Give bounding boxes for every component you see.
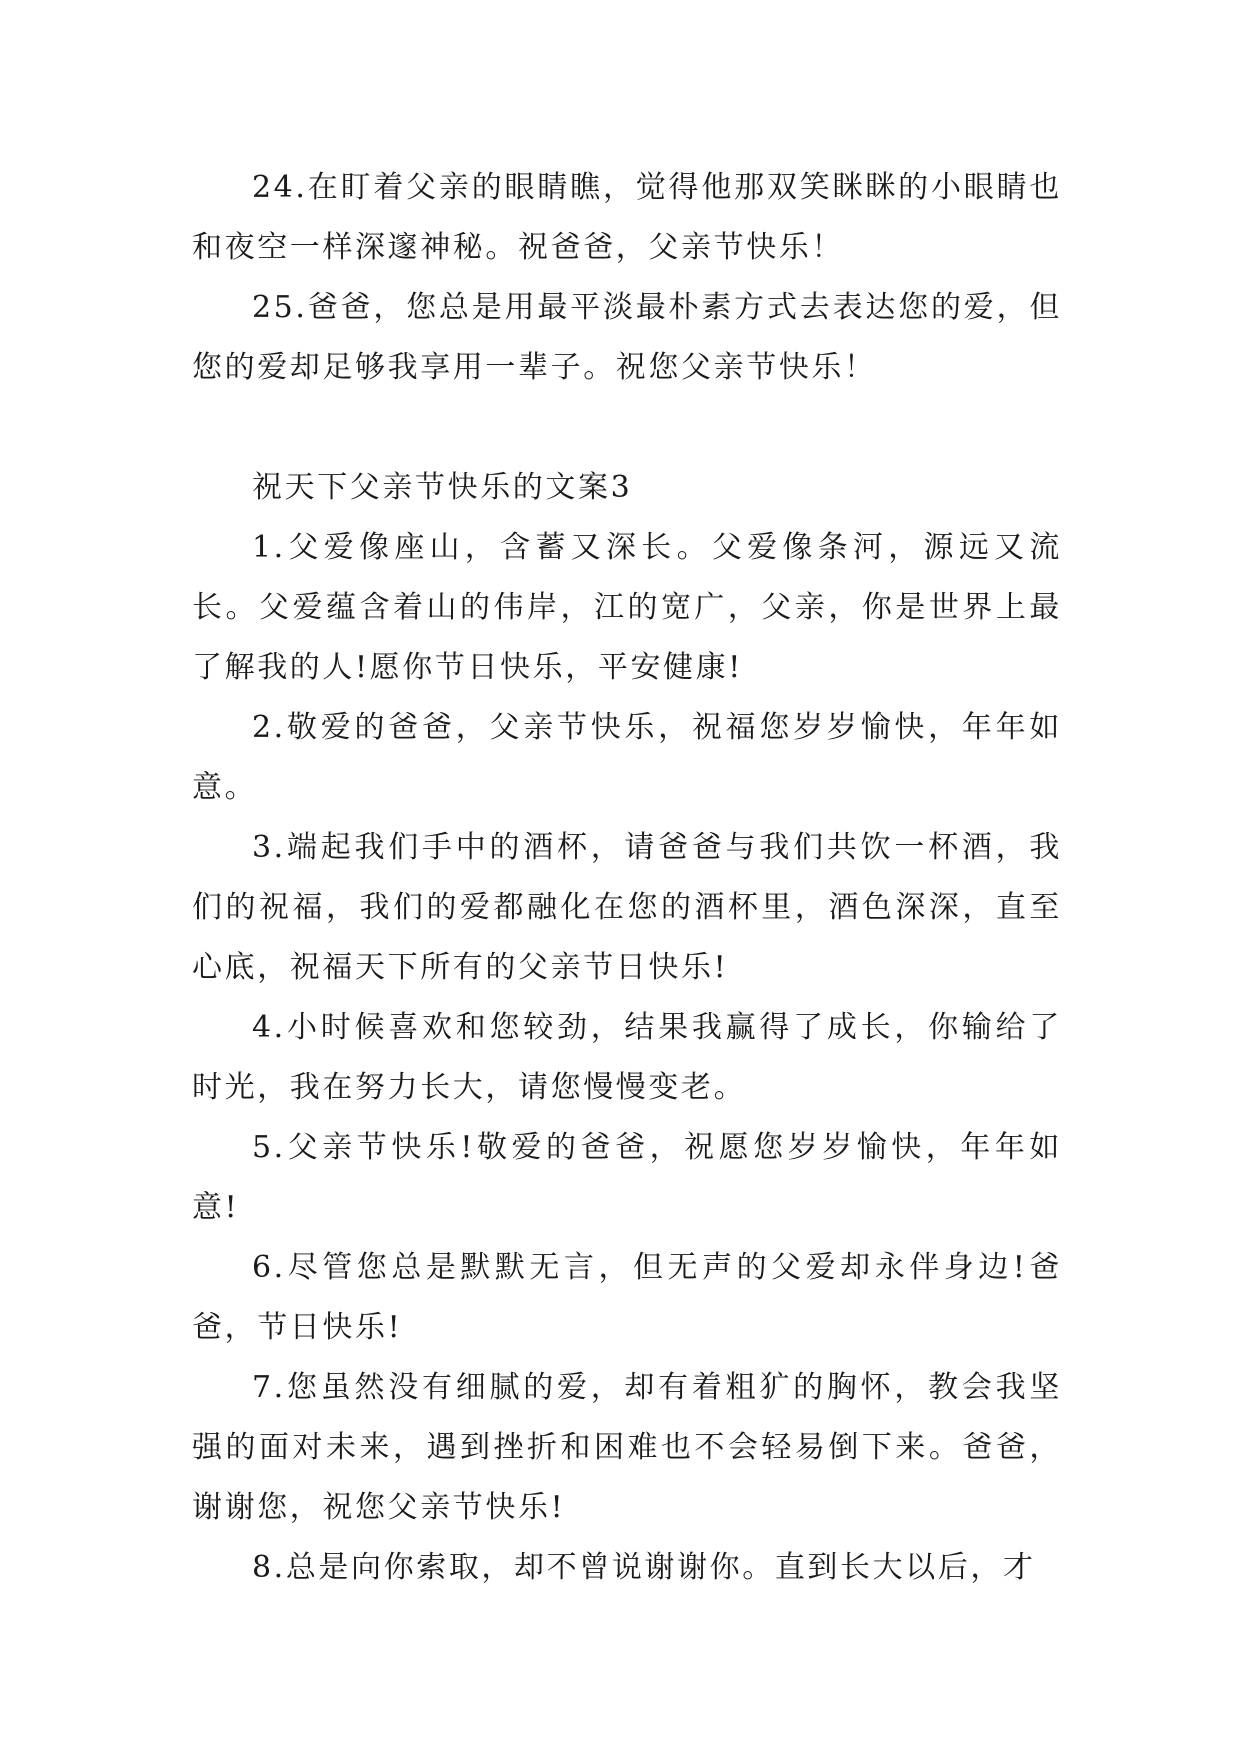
paragraph-4: 4.小时候喜欢和您较劲，结果我赢得了成长，你输给了时光，我在努力长大，请您慢慢变老。	[192, 1010, 1062, 1105]
section-heading: 祝天下父亲节快乐的文案3	[252, 470, 633, 505]
document-body	[192, 158, 1062, 1598]
paragraph-1: 1.父爱像座山，含蓄又深长。父爱像条河，源远又流长。父爱蕴含着山的伟岸，江的宽广，父亲，你是世界上最了解我的人!愿你节日快乐，平安健康!	[192, 530, 1062, 685]
paragraph-5: 5.父亲节快乐!敬爱的爸爸，祝愿您岁岁愉快，年年如意!	[192, 1130, 1062, 1225]
paragraph-3: 3.端起我们手中的酒杯，请爸爸与我们共饮一杯酒，我们的祝福，我们的爱都融化在您的酒杯里，酒色深深，直至心底，祝福天下所有的父亲节日快乐!	[192, 830, 1062, 985]
paragraph-25: 25.爸爸，您总是用最平淡最朴素方式去表达您的爱，但您的爱却足够我享用一辈子。祝您父亲节快乐！	[192, 290, 1062, 385]
paragraph-6: 6.尽管您总是默默无言，但无声的父爱却永伴身边!爸爸，节日快乐!	[192, 1250, 1062, 1345]
paragraph-24: 24.在盯着父亲的眼睛瞧，觉得他那双笑眯眯的小眼睛也和夜空一样深邃神秘。祝爸爸，父亲节快乐！	[192, 170, 1062, 265]
paragraph-7: 7.您虽然没有细腻的爱，却有着粗犷的胸怀，教会我坚强的面对未来，遇到挫折和困难也不会轻易倒下来。爸爸，谢谢您，祝您父亲节快乐!	[192, 1370, 1062, 1525]
paragraph-2: 2.敬爱的爸爸，父亲节快乐，祝福您岁岁愉快，年年如意。	[192, 710, 1062, 805]
paragraph-8: 8.总是向你索取，却不曾说谢谢你。直到长大以后，才	[252, 1550, 1036, 1585]
